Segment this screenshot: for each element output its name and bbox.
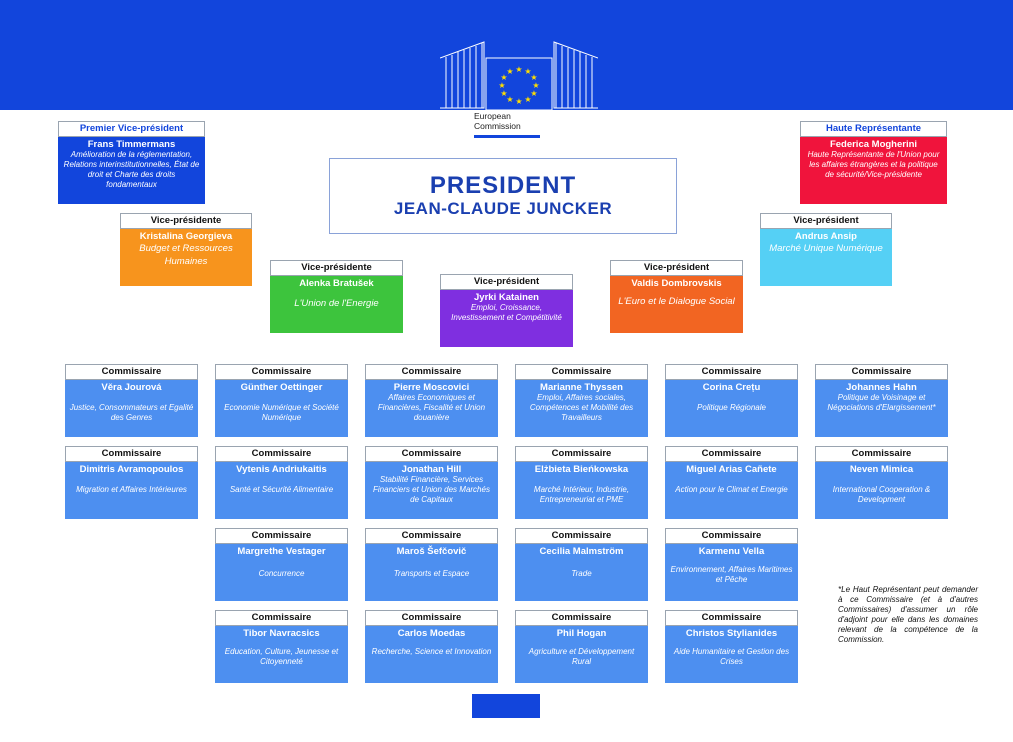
vp-mogherini bbox=[800, 121, 947, 204]
commissioner-card bbox=[515, 528, 648, 601]
commissioner-portfolio: Action pour le Climat et Energie bbox=[675, 485, 788, 494]
vp-portfolio: Haute Représentante de l'Union pour les affaires étrangères et la politique de sécurité/Vice-présidente bbox=[807, 150, 940, 179]
commissioner-name: Marianne Thyssen bbox=[540, 382, 623, 393]
commissioner-portfolio: Justice, Consommateurs et Egalité des Genres bbox=[69, 403, 194, 422]
commissioner-name: Pierre Moscovici bbox=[393, 382, 470, 393]
vp-name: Alenka Bratušek bbox=[299, 278, 374, 289]
commissioner-card bbox=[815, 446, 948, 519]
commissioner-name: Corina Crețu bbox=[702, 382, 761, 393]
commissioner-portfolio: Trade bbox=[571, 569, 592, 578]
commissioner-label: Commissaire bbox=[215, 446, 348, 462]
commissioner-name: Jonathan Hill bbox=[401, 464, 462, 475]
commissioner-label: Commissaire bbox=[365, 610, 498, 626]
commissioner-portfolio: Stabilité Financière, Services Financiers et Union des Marchés de Capitaux bbox=[373, 475, 490, 504]
commissioner-name: Neven Mimica bbox=[849, 464, 914, 475]
commissioner-card bbox=[665, 364, 798, 437]
svg-text:★: ★ bbox=[500, 89, 508, 98]
vp-ansip bbox=[760, 213, 892, 286]
vp-portfolio: L'Union de l'Energie bbox=[294, 298, 379, 309]
commissioner-portfolio: International Cooperation & Development bbox=[832, 485, 931, 504]
commissioner-portfolio: Aide Humanitaire et Gestion des Crises bbox=[673, 647, 790, 666]
commissioner-name: Christos Stylianides bbox=[685, 628, 778, 639]
vp-timmermans bbox=[58, 121, 205, 204]
commissioner-label: Commissaire bbox=[365, 364, 498, 380]
svg-text:★: ★ bbox=[532, 81, 540, 90]
vp-name: Jyrki Katainen bbox=[474, 292, 539, 303]
commissioner-card bbox=[65, 364, 198, 437]
commissioner-card bbox=[665, 528, 798, 601]
commissioner-label: Commissaire bbox=[665, 610, 798, 626]
commissioner-label: Commissaire bbox=[65, 364, 198, 380]
vp-bratusek bbox=[270, 260, 403, 333]
footnote: *Le Haut Représentant peut demander à ce Commissaire (et à d'autres Commissaires) d'assumer un rôle d'adjoint pour elle dans les domaines relevant de la compétence de la Commission. bbox=[838, 585, 978, 644]
vp-georgieva bbox=[120, 213, 252, 286]
vp-title: Haute Représentante bbox=[800, 121, 947, 137]
logo-underline bbox=[474, 135, 540, 138]
svg-text:★: ★ bbox=[498, 81, 506, 90]
vp-title: Vice-présidente bbox=[120, 213, 252, 229]
commissioner-label: Commissaire bbox=[215, 610, 348, 626]
commissioner-portfolio: Concurrence bbox=[258, 569, 305, 578]
commissioner-label: Commissaire bbox=[515, 610, 648, 626]
vp-portfolio: Amélioration de la réglementation, Relations interinstitutionnelles, État de droit et Charte des droits fondamentaux bbox=[63, 150, 200, 189]
commissioner-label: Commissaire bbox=[215, 364, 348, 380]
commissioner-name: Miguel Arias Cañete bbox=[686, 464, 777, 475]
commissioner-portfolio: Environnement, Affaires Maritimes et Pêche bbox=[670, 565, 793, 584]
commissioner-card bbox=[815, 364, 948, 437]
svg-text:★: ★ bbox=[524, 95, 532, 104]
commissioner-portfolio: Agriculture et Développement Rural bbox=[528, 647, 635, 666]
commissioner-name: Tibor Navracsics bbox=[243, 628, 320, 639]
commissioner-card bbox=[665, 610, 798, 683]
vp-name: Frans Timmermans bbox=[87, 139, 176, 150]
commissioner-name: Carlos Moedas bbox=[397, 628, 466, 639]
commissioner-portfolio: Marché Intérieur, Industrie, Entrepreneuriat et PME bbox=[533, 485, 630, 504]
commissioner-portfolio: Politique de Voisinage et Négociations d'Elargissement* bbox=[827, 393, 936, 412]
vp-name: Andrus Ansip bbox=[795, 231, 857, 242]
vp-portfolio: Budget et Ressources Humaines bbox=[139, 243, 233, 267]
president-title: PRESIDENT bbox=[429, 172, 577, 199]
commissioner-name: Maroš Šefčovič bbox=[396, 546, 467, 557]
commissioner-label: Commissaire bbox=[665, 364, 798, 380]
commissioner-name: Johannes Hahn bbox=[846, 382, 917, 393]
vp-dombrovskis bbox=[610, 260, 743, 333]
svg-text:★: ★ bbox=[506, 67, 514, 76]
vp-title: Vice-président bbox=[610, 260, 743, 276]
commissioner-portfolio: Migration et Affaires Intérieures bbox=[76, 485, 187, 494]
svg-text:★: ★ bbox=[515, 65, 523, 74]
svg-text:★: ★ bbox=[530, 89, 538, 98]
president-box bbox=[329, 158, 677, 234]
vp-name: Kristalina Georgieva bbox=[139, 231, 233, 242]
vp-title: Premier Vice-président bbox=[58, 121, 205, 137]
vp-portfolio: Emploi, Croissance, Investissement et Compétitivité bbox=[451, 303, 562, 322]
commissioner-label: Commissaire bbox=[515, 528, 648, 544]
commissioner-label: Commissaire bbox=[515, 446, 648, 462]
commissioner-card bbox=[365, 446, 498, 519]
vp-title: Vice-président bbox=[760, 213, 892, 229]
commissioner-label: Commissaire bbox=[815, 364, 948, 380]
vp-portfolio: Marché Unique Numérique bbox=[769, 243, 883, 254]
commissioner-card bbox=[215, 364, 348, 437]
commissioner-label: Commissaire bbox=[365, 446, 498, 462]
svg-text:★: ★ bbox=[515, 97, 523, 106]
commissioner-name: Vytenis Andriukaitis bbox=[236, 464, 327, 475]
commissioner-portfolio: Santé et Sécurité Alimentaire bbox=[229, 485, 334, 494]
footer-block bbox=[472, 694, 540, 718]
commissioner-portfolio: Emploi, Affaires sociales, Compétences et Mobilité des Travailleurs bbox=[529, 393, 634, 422]
commissioner-name: Karmenu Vella bbox=[698, 546, 765, 557]
commissioner-name: Věra Jourová bbox=[101, 382, 162, 393]
commissioner-name: Phil Hogan bbox=[556, 628, 607, 639]
commissioner-card bbox=[515, 364, 648, 437]
commissioner-card bbox=[65, 446, 198, 519]
commissioner-label: Commissaire bbox=[65, 446, 198, 462]
commissioner-card bbox=[215, 610, 348, 683]
commissioner-card bbox=[665, 446, 798, 519]
svg-text:★: ★ bbox=[500, 73, 508, 82]
commissioner-label: Commissaire bbox=[215, 528, 348, 544]
commissioner-card bbox=[365, 528, 498, 601]
commissioner-label: Commissaire bbox=[665, 528, 798, 544]
vp-title: Vice-président bbox=[440, 274, 573, 290]
commissioner-card bbox=[365, 610, 498, 683]
vp-katainen bbox=[440, 274, 573, 347]
commissioner-label: Commissaire bbox=[665, 446, 798, 462]
commissioner-portfolio: Education, Culture, Jeunesse et Citoyenneté bbox=[224, 647, 339, 666]
vp-name: Federica Mogherini bbox=[829, 139, 918, 150]
svg-text:★: ★ bbox=[530, 73, 538, 82]
commissioner-card bbox=[215, 528, 348, 601]
commissioner-card bbox=[365, 364, 498, 437]
commissioner-name: Margrethe Vestager bbox=[237, 546, 326, 557]
commissioner-label: Commissaire bbox=[515, 364, 648, 380]
commissioner-portfolio: Politique Régionale bbox=[697, 403, 766, 412]
commissioner-portfolio: Transports et Espace bbox=[393, 569, 470, 578]
commissioner-portfolio: Recherche, Science et Innovation bbox=[371, 647, 492, 656]
commissioner-name: Dimitris Avramopoulos bbox=[79, 464, 184, 475]
commissioner-label: Commissaire bbox=[815, 446, 948, 462]
commissioner-name: Elżbieta Bieńkowska bbox=[534, 464, 629, 475]
vp-portfolio: L'Euro et le Dialogue Social bbox=[618, 296, 735, 307]
commissioner-card bbox=[515, 446, 648, 519]
commissioner-card bbox=[215, 446, 348, 519]
logo-text: European Commission bbox=[474, 111, 521, 131]
commissioner-name: Günther Oettinger bbox=[240, 382, 323, 393]
vp-title: Vice-présidente bbox=[270, 260, 403, 276]
commissioner-portfolio: Economie Numérique et Société Numérique bbox=[224, 403, 339, 422]
president-name: JEAN-CLAUDE JUNCKER bbox=[393, 199, 613, 218]
commissioner-label: Commissaire bbox=[365, 528, 498, 544]
vp-name: Valdis Dombrovskis bbox=[631, 278, 722, 289]
commissioner-name: Cecilia Malmström bbox=[539, 546, 624, 557]
svg-text:★: ★ bbox=[524, 67, 532, 76]
svg-text:★: ★ bbox=[506, 95, 514, 104]
commissioner-card bbox=[515, 610, 648, 683]
commissioner-portfolio: Affaires Economiques et Financières, Fiscalité et Union douanière bbox=[377, 393, 486, 422]
